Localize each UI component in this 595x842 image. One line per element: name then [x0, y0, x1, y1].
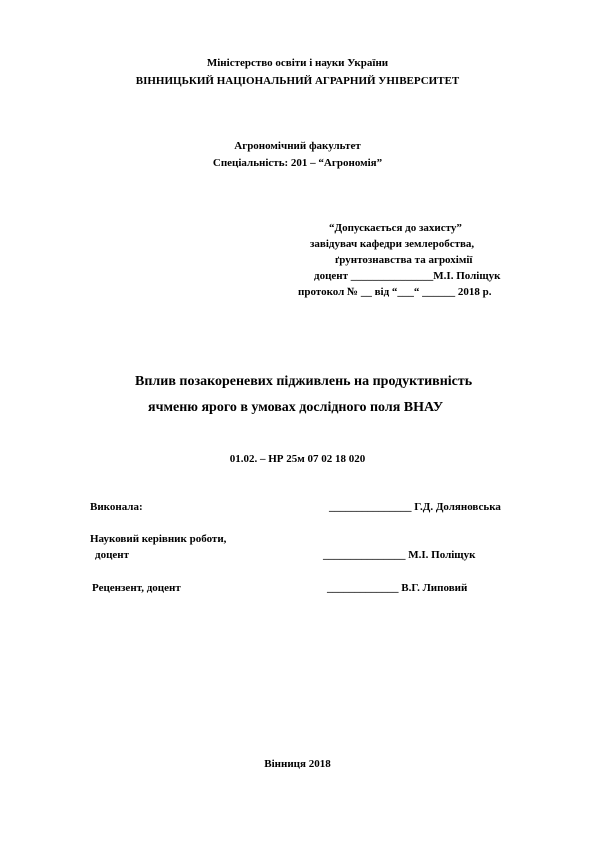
performer-signature: _______________ Г.Д. Доляновська: [329, 501, 501, 513]
department-head-line2: ґрунтознавства та агрохімії: [335, 254, 473, 266]
department-head-line1: завідувач кафедри землеробства,: [310, 238, 475, 250]
supervisor-signature: _______________ М.І. Поліщук: [323, 549, 476, 561]
supervisor-label-line2: доцент: [95, 549, 130, 561]
supervisor-label-line1: Науковий керівник роботи,: [90, 533, 227, 545]
reviewer-label: Рецензент, доцент: [92, 582, 181, 594]
docent-signature-line: доцент _______________М.І. Поліщук: [314, 270, 501, 282]
admit-to-defense: “Допускається до захисту”: [329, 222, 462, 234]
protocol-line: протокол № __ від “___“ ______ 2018 р.: [298, 286, 492, 298]
thesis-title-line1: Вплив позакореневих підживлень на продуктивність: [135, 374, 473, 389]
ministry-heading: Міністерство освіти і науки України: [206, 57, 389, 69]
thesis-title-line2: ячменю ярого в умовах дослідного поля ВНАУ: [148, 400, 444, 415]
specialty: Спеціальність: 201 – “Агрономія”: [212, 157, 383, 169]
university-heading: ВІННИЦЬКИЙ НАЦІОНАЛЬНИЙ АГРАРНИЙ УНІВЕРСИТЕТ: [135, 75, 460, 87]
performer-label: Виконала:: [90, 501, 143, 513]
city-year: Вінниця 2018: [264, 758, 331, 770]
faculty-name: Агрономічний факультет: [234, 140, 361, 152]
thesis-code: 01.02. – НР 25м 07 02 18 020: [229, 453, 366, 465]
reviewer-signature: _____________ В.Г. Липовий: [327, 582, 468, 594]
